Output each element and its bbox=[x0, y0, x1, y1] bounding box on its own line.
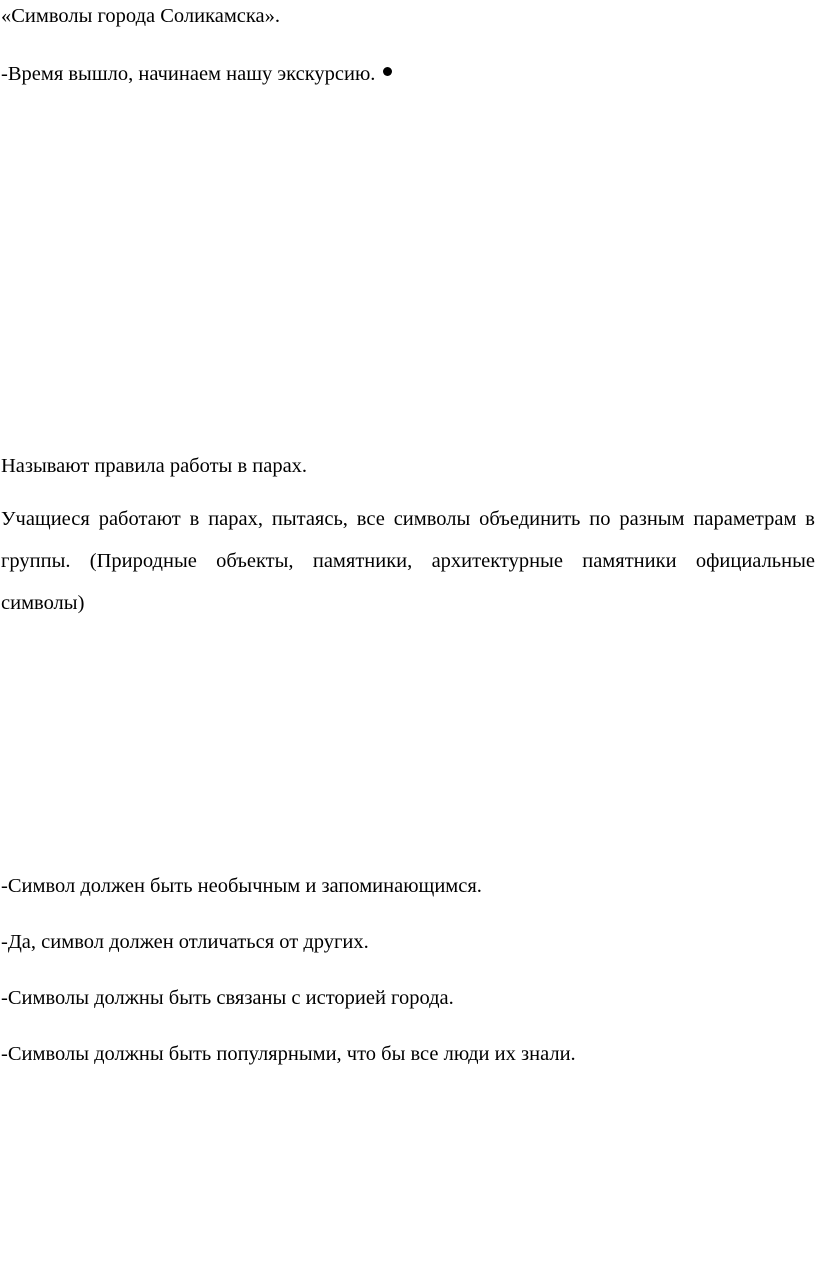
pair-rules-line: Называют правила работы в парах. bbox=[1, 455, 308, 477]
statement-3: -Символы должны быть связаны с историей города. bbox=[1, 987, 454, 1009]
task-paragraph: Учащиеся работают в парах, пытаясь, все символы объединить по разным параметрам в группы. (Природные объекты, памятники, архитектурные памятники официальные символы) bbox=[1, 508, 815, 614]
intro-line bbox=[1, 60, 392, 88]
intro-text: -Время вышло, начинаем нашу экскурсию. bbox=[1, 63, 376, 85]
bullet-icon bbox=[383, 67, 392, 76]
statement-4: -Символы должны быть популярными, что бы все люди их знали. bbox=[1, 1043, 576, 1065]
statement-1: -Символ должен быть необычным и запоминающимся. bbox=[1, 875, 482, 897]
document-title: «Символы города Соликамска». bbox=[1, 5, 281, 27]
statement-2: -Да, символ должен отличаться от других. bbox=[1, 931, 369, 953]
